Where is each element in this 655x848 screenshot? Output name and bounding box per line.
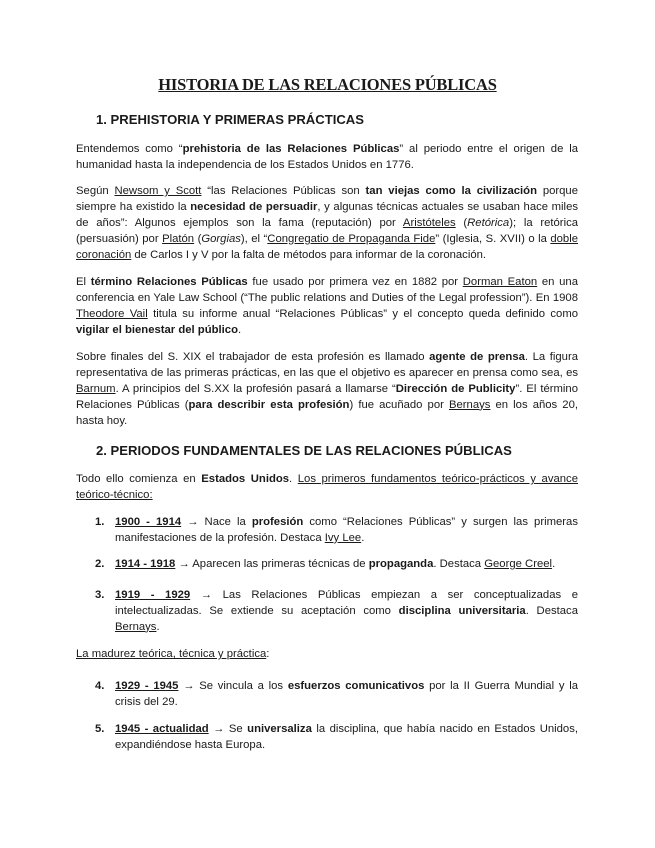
name-platon: Platón — [162, 232, 195, 245]
name-bernays: Bernays — [448, 398, 491, 411]
name-theodore-vail: Theodore Vail — [76, 307, 148, 320]
period-item-3: 3. 1919 - 1929 → Las Relaciones Públicas empiezan a ser conceptualizadas e intelectualizadas. Se extiende su aceptación como disciplina universitaria. Destaca Bernays. — [95, 589, 578, 633]
period-item-2: 2. 1914 - 1918 → Aparecen las primeras técnicas de propaganda. Destaca George Creel. — [95, 558, 556, 570]
period-item-1: 1. 1900 - 1914 → Nace la profesión como “Relaciones Públicas” y surgen las primeras manifestaciones de la profesión. Destaca Ivy Lee. — [95, 516, 578, 544]
name-newsom-scott: Newsom y Scott — [114, 185, 202, 197]
document-title: HISTORIA DE LAS RELACIONES PÚBLICAS — [158, 75, 497, 94]
section-1-paragraph-1: Entendemos como “prehistoria de las Relaciones Públicas” al periodo entre el origen de la humanidad hasta la independencia de los Estados Unidos en 1776. — [76, 143, 579, 171]
period-item-4: 4. 1929 - 1945 → Se vincula a los esfuerzos comunicativos por la II Guerra Mundial y la crisis del 29. — [95, 680, 578, 708]
term-doble-coronacion: doble coronación — [76, 232, 578, 261]
section-2-heading: 2. PERIODOS FUNDAMENTALES DE LAS RELACIONES PÚBLICAS — [96, 443, 512, 458]
section-2-intro: Todo ello comienza en Estados Unidos. Los primeros fundamentos teórico-prácticos y avance teórico-técnico: — [76, 473, 578, 501]
name-barnum: Barnum — [76, 382, 116, 395]
section-1-paragraph-4: Sobre finales del S. XIX el trabajador de esta profesión es llamado agente de prensa. La figura representativa de las primeras prácticas, en las que el objetivo es aparecer en prensa como sea, es Barnum. A principios del S.XX la profesión pasará a llamarse “Dirección de Publicity”. El término Relaciones Públicas (para describir esta profesión) fue acuñado por Bernays en los años 20, hasta hoy. — [76, 351, 579, 427]
term-congregatio: Congregatio de Propaganda Fide — [267, 232, 436, 245]
section-1-heading: 1. PREHISTORIA Y PRIMERAS PRÁCTICAS — [96, 112, 364, 127]
section-1-paragraph-2: Según Newsom y Scott “las Relaciones Públicas son tan viejas como la civilización porque siempre ha existido la necesidad de persuadir, y algunas técnicas actuales se usaban hace miles de años”: Algunos ejemplos son la fama (reputación) por Aristóteles (Retórica); la retórica (persuasión) por Platón (Gorgias), el “Congregatio de Propaganda Fide” (Iglesia, S. XVII) o la doble coronación de Carlos I y V por la falta de métodos para informar de la coronación. — [76, 185, 579, 261]
period-item-5: 5. 1945 - actualidad → Se universaliza la disciplina, que había nacido en Estados Unidos, expandiéndose hasta Europa. — [95, 723, 579, 751]
name-dorman-eaton: Dorman Eaton — [462, 276, 538, 288]
section-1-paragraph-3: El término Relaciones Públicas fue usado por primera vez en 1882 por Dorman Eaton en una conferencia en Yale Law School (“The public relations and Duties of the Legal profession”). En 1908 Theodore Vail titula su informe anual “Relaciones Públicas” y el concepto queda definido como vigilar el bienestar del público. — [76, 276, 579, 336]
maturity-label: La madurez teórica, técnica y práctica: — [76, 648, 270, 660]
name-aristoteles: Aristóteles — [402, 216, 456, 229]
